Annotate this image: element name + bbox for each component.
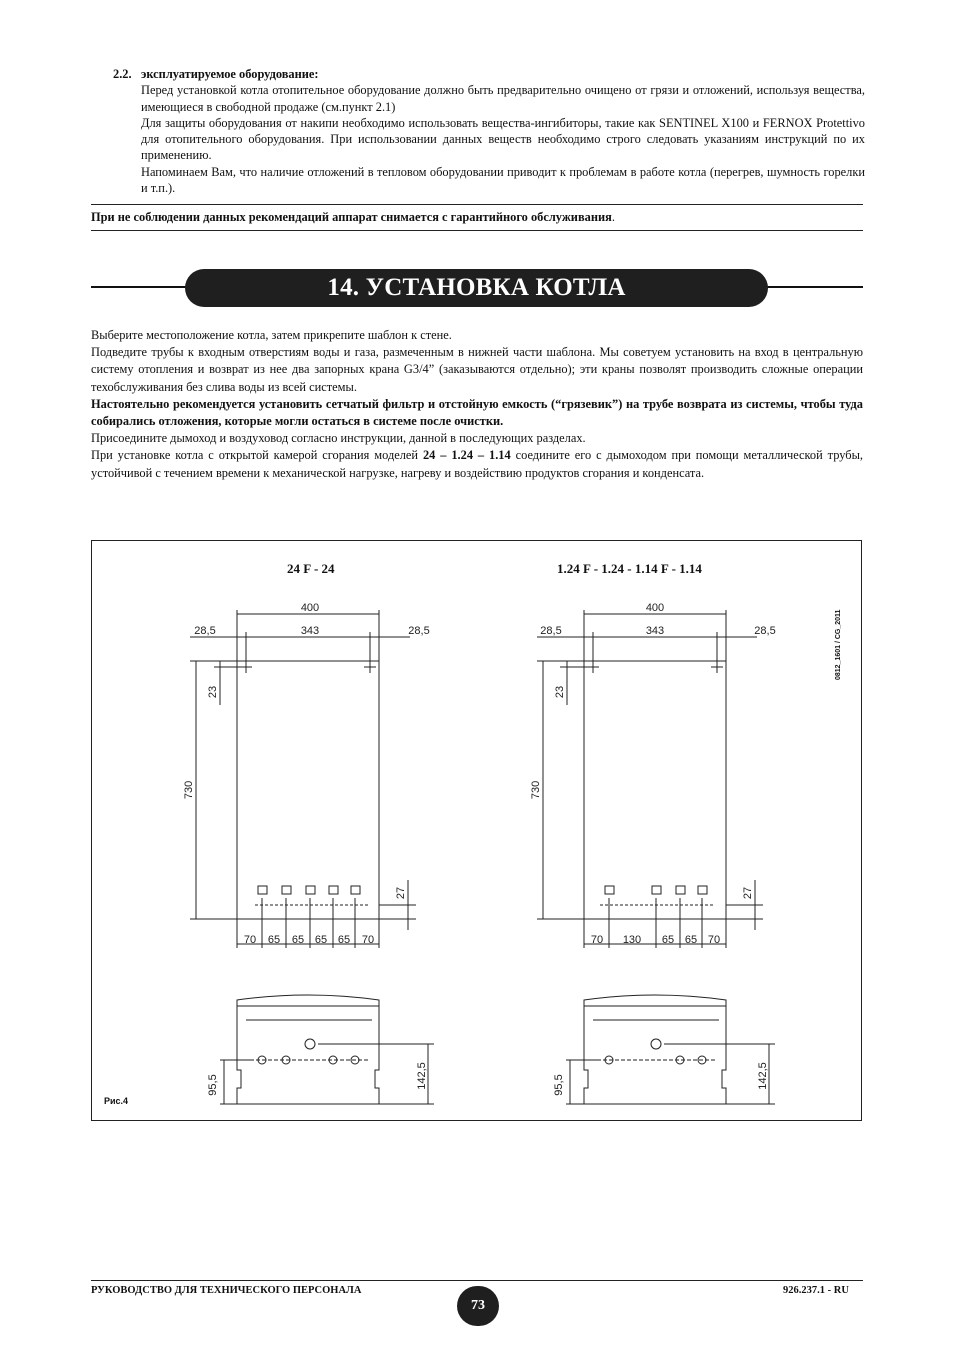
- dim-top-left: 23: [207, 685, 219, 699]
- paragraph: Напоминаем Вам, что наличие отложений в тепловом оборудовании приводит к проблемам в работе котла (перегрев, шумность горелки и т.п.).: [141, 164, 865, 196]
- paragraph: Присоедините дымоход и воздуховод согласно инструкции, данной в последующих разделах.: [91, 431, 586, 446]
- spacing-right: 70: [707, 934, 721, 946]
- spacing-right: 65: [661, 934, 675, 946]
- warning-text: При не соблюдении данных рекомендаций аппарат снимается с гарантийного обслуживания: [91, 210, 612, 224]
- text-run: При установке котла с открытой камерой сгорания моделей: [91, 448, 423, 463]
- section-number: 2.2.: [113, 67, 132, 81]
- paragraph: Перед установкой котла отопительное оборудование должно быть предварительно очищено от грязи и отложений, используя вещества, имеющиеся в свободной продаже (см.пункт 2.1): [141, 83, 865, 114]
- spacing-right: 70: [590, 934, 604, 946]
- spacing-left: 65: [314, 934, 328, 946]
- boiler-outline-left: [237, 661, 379, 919]
- spacing-left: 70: [243, 934, 257, 946]
- dim-side-left-b: 28,5: [408, 625, 430, 637]
- spacing-right: 130: [622, 934, 642, 946]
- dim-height-right: 730: [530, 780, 542, 800]
- dim-bottom-left: 27: [395, 886, 407, 900]
- page-number: 73: [457, 1286, 499, 1326]
- spacing-left: 65: [337, 934, 351, 946]
- dim-bracket-low-left: 95,5: [207, 1074, 219, 1096]
- mounting-template-right: [566, 995, 775, 1104]
- figure-label-left: 24 F - 24: [287, 561, 335, 576]
- paragraph: Для защиты оборудования от накипи необходимо использовать вещества-ингибиторы, такие как SENTINEL X100 и FERNOX Protettivo для отопительного оборудования. При использовании данных веществ необходимо строго следовать указаниям инструкций по их применению.: [141, 115, 865, 163]
- spacing-left: 65: [291, 934, 305, 946]
- paragraph-bold: Настоятельно рекомендуется установить сетчатый фильтр и отстойную емкость (“грязевик”) на трубе возврата из системы, чтобы туда собирались отложения, которые могли остаться в системе после очистки.: [91, 396, 863, 429]
- dim-bracket-low-right: 95,5: [553, 1074, 565, 1096]
- dim-height-left: 730: [183, 780, 195, 800]
- section-title: 14. УСТАНОВКА КОТЛА: [185, 269, 768, 307]
- figure-caption: Рис.4: [104, 1096, 129, 1106]
- footer-title: РУКОВОДСТВО ДЛЯ ТЕХНИЧЕСКОГО ПЕРСОНАЛА: [91, 1285, 362, 1296]
- text-run: соедините его с дымоходом при помощи металлической трубы, устойчивой с течением времени к механической нагрузке, нагреву и воздействию продуктов сгорания и конденсата.: [91, 448, 864, 480]
- spacing-right: 65: [684, 934, 698, 946]
- dim-width-right: 400: [645, 602, 665, 614]
- section-heading: эксплуатируемое оборудование:: [141, 67, 319, 81]
- boiler-outline-right: [584, 661, 726, 919]
- dim-inner-right: 343: [645, 625, 665, 637]
- models-bold: 24 – 1.24 – 1.14: [422, 448, 511, 463]
- footer-rule: [91, 1280, 863, 1281]
- mounting-template-left: [220, 995, 434, 1104]
- spacing-left: 70: [361, 934, 375, 946]
- dim-side-right-a: 28,5: [540, 625, 562, 637]
- dim-width-left: 400: [300, 602, 320, 614]
- dim-side-left-a: 28,5: [194, 625, 216, 637]
- figure-label-right: 1.24 F - 1.24 - 1.14 F - 1.14: [557, 561, 702, 576]
- spacing-left: 65: [267, 934, 281, 946]
- dim-bottom-right: 27: [742, 886, 754, 900]
- dim-bracket-high-right: 142,5: [757, 1062, 769, 1090]
- warning-tail: .: [611, 210, 615, 224]
- pipe-fittings-right: [600, 886, 715, 912]
- pipe-fittings-left: [255, 886, 368, 912]
- paragraph: Выберите местоположение котла, затем прикрепите шаблон к стене.: [91, 328, 452, 342]
- drawing-code: 0812_1601 / CG_2011: [835, 609, 842, 680]
- paragraph: Подведите трубы к входным отверстиям воды и газа, размеченным в нижней части шаблона. Мы советуем установить на вход в центральную систему отопления и возврат из нее два запорных крана G3/4” (заказываются отдельно); эти краны позволят производить сложные операции техобслуживания без слива воды из всей системы.: [91, 345, 863, 394]
- dim-bracket-high-left: 142,5: [416, 1062, 428, 1090]
- dim-side-right-b: 28,5: [754, 625, 776, 637]
- document-code: 926.237.1 - RU: [783, 1285, 849, 1296]
- dim-top-right: 23: [554, 685, 566, 699]
- dim-inner-left: 343: [300, 625, 320, 637]
